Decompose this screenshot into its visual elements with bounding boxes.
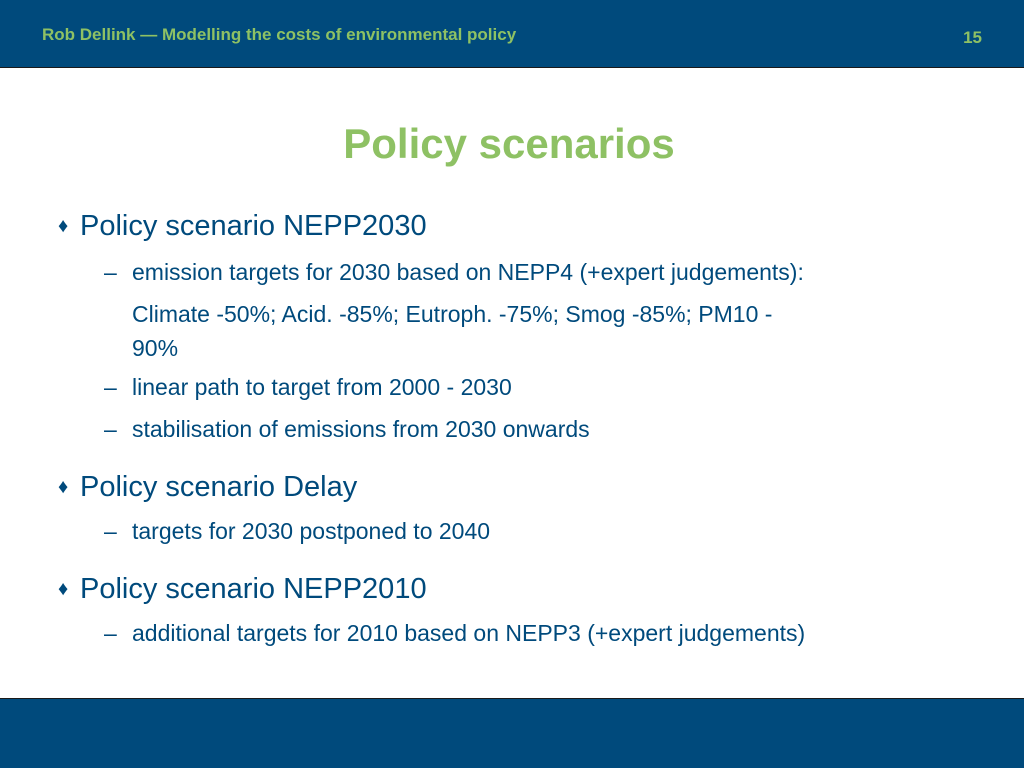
sub-text-continuation: Climate -50%; Acid. -85%; Eutroph. -75%; Smog -85%; PM10 - xyxy=(132,301,773,327)
slide-title: Policy scenarios xyxy=(343,120,675,167)
sub-text: linear path to target from 2000 - 2030 xyxy=(132,374,512,400)
dash-bullet-icon: – xyxy=(104,620,117,646)
sub-text: targets for 2030 postponed to 2040 xyxy=(132,518,491,544)
header-band xyxy=(0,0,1024,68)
sub-text: stabilisation of emissions from 2030 onwards xyxy=(132,416,590,442)
dash-bullet-icon: – xyxy=(104,518,117,544)
sub-item xyxy=(104,416,590,443)
footer-band xyxy=(0,698,1024,768)
bullet-text: Policy scenario NEPP2010 xyxy=(80,573,427,605)
dash-bullet-icon: – xyxy=(104,416,117,442)
bullet-text: Policy scenario Delay xyxy=(80,471,358,503)
sub-item xyxy=(104,620,805,647)
sub-text: emission targets for 2030 based on NEPP4 (+expert judgements): xyxy=(132,259,804,285)
sub-item xyxy=(104,518,490,545)
sub-text: additional targets for 2010 based on NEPP3 (+expert judgements) xyxy=(132,620,806,646)
page-number: 15 xyxy=(963,28,982,47)
diamond-bullet-icon: ♦ xyxy=(58,215,69,237)
dash-bullet-icon: – xyxy=(104,259,117,285)
bullet-item xyxy=(58,471,357,504)
bullet-item xyxy=(58,573,427,606)
diamond-bullet-icon: ♦ xyxy=(58,476,69,498)
sub-item xyxy=(104,259,804,286)
presentation-title: Rob Dellink — Modelling the costs of environmental policy xyxy=(42,25,517,44)
bullet-text: Policy scenario NEPP2030 xyxy=(80,210,427,242)
sub-item xyxy=(104,374,512,401)
dash-bullet-icon: – xyxy=(104,374,117,400)
diamond-bullet-icon: ♦ xyxy=(58,578,69,600)
bullet-item xyxy=(58,210,427,243)
sub-text-continuation: 90% xyxy=(132,335,179,361)
